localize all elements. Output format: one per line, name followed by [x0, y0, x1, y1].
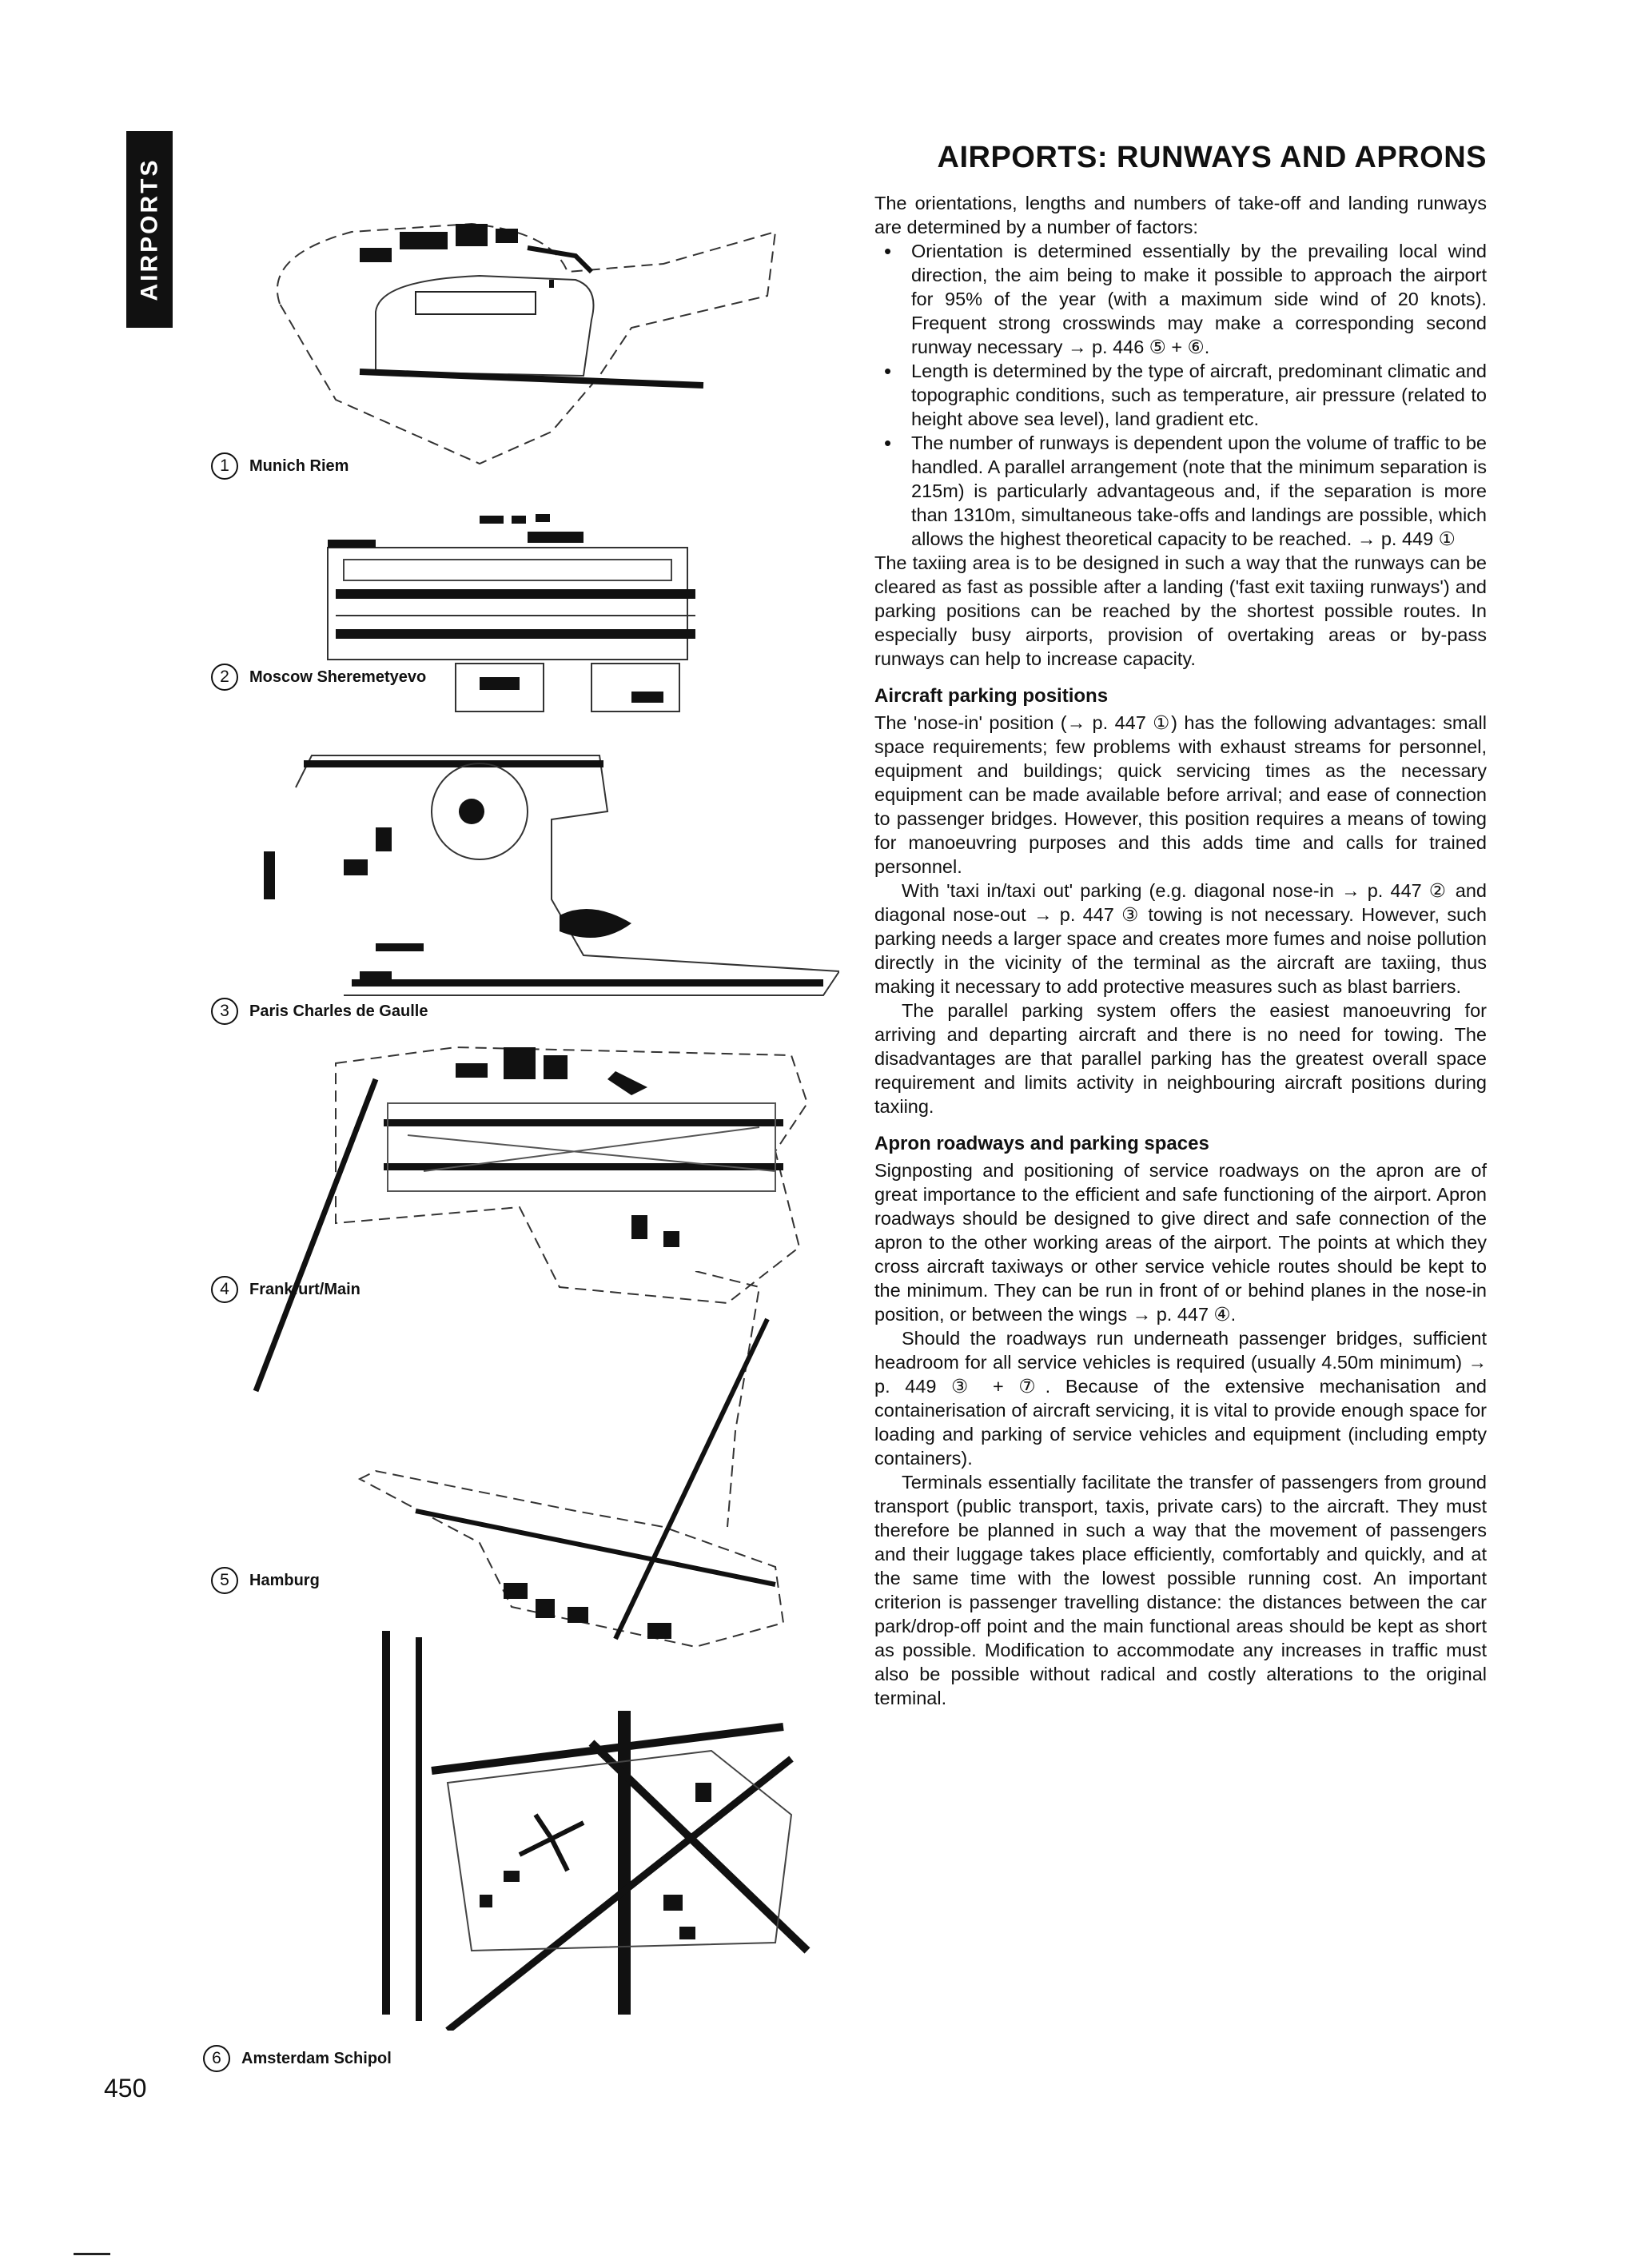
plan-amsterdam-schipol [216, 1631, 823, 2031]
paragraph: With 'taxi in/taxi out' parking (e.g. diagonal nose-in → p. 447 ② and diagonal nose-out → p. 447 ③ towing is not necessary. However, such parking needs a larger space and creates more fumes and noise pollution directly in the vicinity of the terminal as the aircraft are taxiing, thus making it necessary to add protective measures such as blast barriers. [874, 880, 1487, 997]
section-heading-roadways: Apron roadways and parking spaces [874, 1133, 1209, 1154]
figure-caption-5 [211, 1567, 320, 1594]
paragraph: The 'nose-in' position (→ p. 447 ①) has the following advantages: small space requirements; few problems with exhaust streams for personnel, equipment and buildings; quick servicing times as the necessary equipment can be made available before arrival; and ease of connection to passenger bridges. However, this position requires a means of towing for manoeuvring purposes and this adds time and calls for trained personnel. [874, 712, 1487, 877]
paragraph: The parallel parking system offers the easiest manoeuvring for arriving and departing aircraft and there is no need for towing. The disadvantages are that parallel parking has the greatest overall space requirement and limits activity in neighbouring aircraft positions during taxiing. [874, 1000, 1487, 1117]
paragraph: Should the roadways run underneath passenger bridges, sufficient headroom for all service vehicles is required (usually 4.50m minimum) → p. 449 ③ + ⑦. Because of the extensive mechanisation and containerisation of aircraft servicing, it is vital to provide enough space for loading and parking of service vehicles and equipment (including empty containers). [874, 1328, 1487, 1469]
list-item: • The number of runways is dependent upon the volume of traffic to be handled. A parallel arrangement (note that the minimum separation is 215m) is particularly advantageous and, if the separation is more than 1310m, simultaneous take-offs and landings are possible, which allows the highest theoretical capacity to be reached. → p. 449 ① [911, 431, 1487, 551]
page-number: 450 [104, 2074, 147, 2103]
figure-caption-3 [211, 998, 428, 1025]
figure-label: Moscow Sheremetyevo [249, 668, 427, 686]
figure-number: 6 [203, 2045, 230, 2072]
figure-number: 5 [211, 1567, 238, 1594]
figure-number: 1 [211, 452, 238, 480]
figure-caption-2 [211, 664, 426, 691]
plan-paris-charles-de-gaulle [216, 739, 839, 1003]
factor-list [874, 239, 1487, 551]
section-tab [126, 131, 173, 328]
article-text [874, 141, 1487, 1710]
paragraph: Terminals essentially facilitate the transfer of passengers from ground transport (public transport, taxis, private cars) to the aircraft. They must therefore be planned in such a way that the movement of passengers and their luggage takes place efficiently, comfortably and quickly, and at the same time with the lowest possible running cost. An important criterion is passenger travelling distance: the distances between the car park/drop-off point and the main functional areas should be kept as short as possible. Modification to accommodate any increases in traffic must also be possible without radical and costly alterations to the original terminal. [874, 1472, 1487, 1708]
intro-paragraph: The orientations, lengths and numbers of take-off and landing runways are determined by a number of factors: [874, 193, 1487, 237]
list-item: • Length is determined by the type of aircraft, predominant climatic and topographic conditions, such as temperature, air pressure (related to height above sea level), land gradient etc. [911, 359, 1487, 431]
corner-mark [74, 2253, 110, 2255]
figure-number: 2 [211, 664, 238, 691]
figure-label: Amsterdam Schipol [241, 2049, 392, 2067]
figure-caption-1 [211, 452, 349, 480]
plan-munich-riem [216, 200, 791, 472]
section-tab-label: AIRPORTS [136, 157, 163, 301]
figure-number: 4 [211, 1276, 238, 1303]
list-item: • Orientation is determined essentially by the prevailing local wind direction, the aim being to make it possible to approach the airport for 95% of the year (with a maximum side wind of 20 knots). Frequent strong crosswinds may make a corresponding second runway necessary → p. 446 ⑤ + ⑥. [911, 239, 1487, 359]
figure-label: Munich Riem [249, 456, 349, 475]
section-heading-parking: Aircraft parking positions [874, 685, 1109, 707]
taxiing-paragraph: The taxiing area is to be designed in such a way that the runways can be cleared as fast as possible after a landing ('fast exit taxiing runways') and parking positions can be reached by the shortest possible routes. In especially busy airports, provision of overtaking areas or by-pass runways can help to increase capacity. [874, 552, 1487, 669]
plan-hamburg [216, 1271, 791, 1655]
paragraph: Signposting and positioning of service roadways on the apron are of great importance to the efficient and safe functioning of the airport. Apron roadways should be designed to give direct and safe connection of the apron to the other working areas of the airport. The points at which they cross aircraft taxiways or other service vehicle routes should be kept to the minimum. They can be run in front of or behind planes in the nose-in position, or between the wings → p. 447 ④. [874, 1160, 1487, 1325]
figure-label: Frankfurt/Main [249, 1280, 360, 1298]
figure-caption-6 [203, 2045, 392, 2072]
page-title: AIRPORTS: RUNWAYS AND APRONS [937, 141, 1487, 174]
figure-number: 3 [211, 998, 238, 1025]
figure-label: Paris Charles de Gaulle [249, 1002, 428, 1020]
figure-label: Hamburg [249, 1571, 320, 1589]
